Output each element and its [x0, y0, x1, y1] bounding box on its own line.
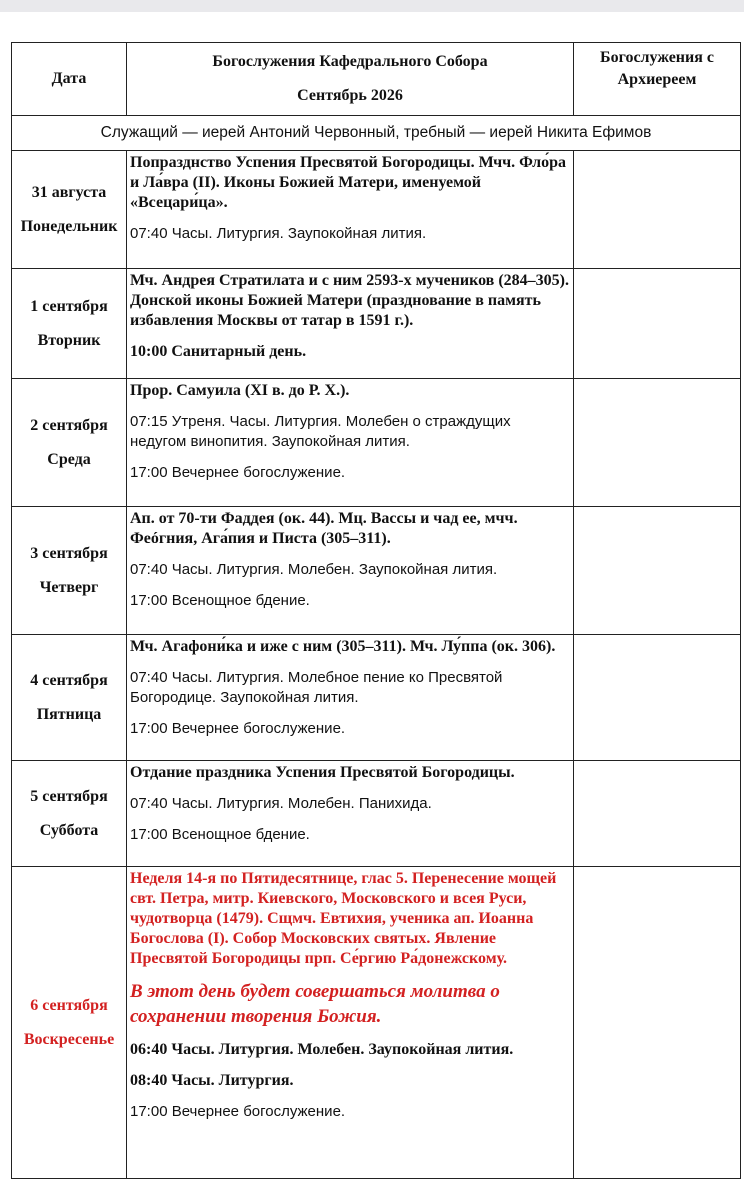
service-line: 17:00 Всенощное бдение. [130, 592, 310, 609]
prayer-note: В этот день будет совершаться молитва о сохранении творения Божия. [130, 981, 500, 1027]
day-date: 1 сентября [30, 297, 108, 315]
service-line: 17:00 Вечернее богослужение. [130, 1103, 346, 1120]
services-column-header [127, 43, 574, 116]
schedule-table [11, 42, 741, 1179]
bishop-cell [574, 761, 741, 867]
day-row [12, 761, 741, 867]
services-cell [127, 151, 574, 269]
day-date: 6 сентября [30, 996, 108, 1014]
top-status-bar [0, 0, 744, 12]
day-row [12, 379, 741, 507]
bishop-cell [574, 379, 741, 507]
bishop-column-header [574, 43, 741, 116]
bishop-cell [574, 269, 741, 379]
day-date: 3 сентября [30, 544, 108, 562]
day-weekday: Среда [47, 450, 91, 468]
date-cell [12, 867, 127, 1179]
day-weekday: Четверг [39, 578, 99, 596]
day-date: 2 сентября [30, 416, 108, 434]
service-line: 17:00 Вечернее богослужение. [130, 720, 346, 737]
bishop-label-line2: Архиереем [617, 71, 697, 88]
day-date: 31 августа [31, 183, 107, 201]
clergy-text: Служащий — иерей Антоний Червонный, требный — иерей Никита Ефимов [12, 116, 741, 151]
bishop-cell [574, 635, 741, 761]
date-cell [12, 761, 127, 867]
feast-text: Прор. Самуила (XI в. до Р. Х.). [130, 382, 350, 399]
service-line: 06:40 Часы. Литургия. Молебен. Заупокойная лития. [130, 1041, 514, 1058]
day-weekday: Вторник [37, 331, 101, 349]
service-line: 07:40 Часы. Литургия. Молебное пение ко Пресвятой Богородице. Заупокойная лития. [130, 669, 503, 706]
day-row-sunday [12, 867, 741, 1179]
date-cell [12, 635, 127, 761]
day-row [12, 635, 741, 761]
services-cell [127, 867, 574, 1179]
service-line: 17:00 Всенощное бдение. [130, 826, 310, 843]
day-weekday: Понедельник [20, 217, 118, 235]
date-cell [12, 379, 127, 507]
services-cell [127, 269, 574, 379]
bishop-cell [574, 507, 741, 635]
date-cell [12, 151, 127, 269]
services-cell [127, 761, 574, 867]
month-label: Сентябрь 2026 [297, 87, 403, 104]
services-cell [127, 507, 574, 635]
services-title: Богослужения Кафедрального Собора [212, 53, 488, 70]
day-date: 5 сентября [30, 787, 108, 805]
feast-text: Мч. Агафони́ка и иже с ним (305–311). Мч. Лу́ппа (ок. 306). [130, 638, 556, 655]
feast-text: Мч. Андрея Стратилата и с ним 2593-х мучеников (284–305). Донской иконы Божией Матери (празднование в память избавления Москвы от татар в 1591 г.). [130, 272, 569, 329]
services-cell [127, 379, 574, 507]
day-row [12, 151, 741, 269]
clergy-row [12, 116, 741, 151]
service-line: 07:40 Часы. Литургия. Молебен. Панихида. [130, 795, 432, 812]
feast-text: Неделя 14-я по Пятидесятнице, глас 5. Перенесение мощей свт. Петра, митр. Киевского, Московского и всея Руси, чудотворца (1479). Сщмч. Евтихия, ученика ап. Иоанна Богослова (I). Собор Московских святых. Явление Пресвятой Богородицы прп. Се́ргию Ра́донежскому. [130, 870, 557, 967]
day-row [12, 507, 741, 635]
day-weekday: Суббота [39, 821, 99, 839]
bishop-cell [574, 867, 741, 1179]
feast-text: Попразднство Успения Пресвятой Богородицы. Мчч. Фло́ра и Ла́вра (II). Иконы Божией Матери, именуемой «Всецари́ца». [130, 154, 566, 211]
feast-text: Ап. от 70-ти Фаддея (ок. 44). Мц. Вассы и чад ее, мчч. Феóгния, Ага́пия и Писта (305–311). [130, 510, 518, 547]
service-line: 07:40 Часы. Литургия. Молебен. Заупокойная лития. [130, 561, 498, 578]
day-weekday: Воскресенье [23, 1030, 115, 1048]
day-date: 4 сентября [30, 671, 108, 689]
bishop-label-line1: Богослужения с [600, 49, 714, 66]
day-row [12, 269, 741, 379]
date-column-header: Дата [12, 43, 127, 116]
service-line: 17:00 Вечернее богослужение. [130, 464, 346, 481]
service-line: 10:00 Санитарный день. [130, 343, 307, 360]
service-line: 07:15 Утреня. Часы. Литургия. Молебен о страждущих недугом винопития. Заупокойная лития. [130, 413, 511, 450]
date-cell [12, 269, 127, 379]
date-cell [12, 507, 127, 635]
day-weekday: Пятница [36, 705, 102, 723]
feast-text: Отдание праздника Успения Пресвятой Богородицы. [130, 764, 515, 781]
service-line: 07:40 Часы. Литургия. Заупокойная лития. [130, 225, 427, 242]
services-cell [127, 635, 574, 761]
bishop-cell [574, 151, 741, 269]
service-line: 08:40 Часы. Литургия. [130, 1072, 294, 1089]
header-row [12, 43, 741, 116]
